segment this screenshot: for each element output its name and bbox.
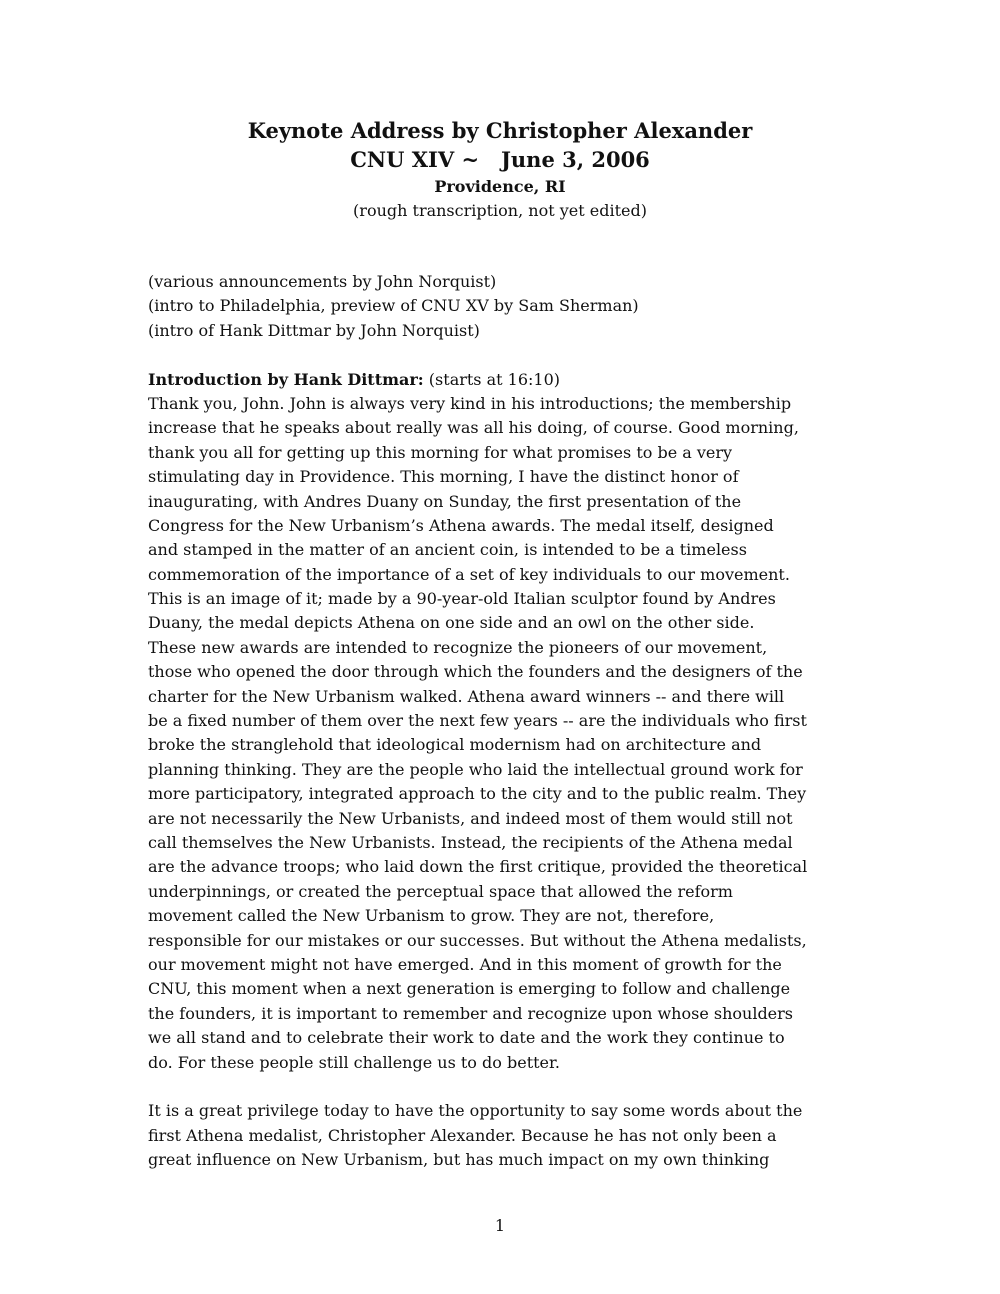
paragraph-line: our movement might not have emerged. And in this moment of growth for the xyxy=(148,954,782,974)
paragraph-line: planning thinking. They are the people who laid the intellectual ground work for xyxy=(148,759,803,779)
paragraph-line: Congress for the New Urbanism’s Athena awards. The medal itself, designed xyxy=(148,515,774,535)
paragraph-line: and stamped in the matter of an ancient coin, is intended to be a timeless xyxy=(148,540,747,560)
paragraph-line: are not necessarily the New Urbanists, and indeed most of them would still not xyxy=(148,808,793,828)
closing-paragraph xyxy=(148,1099,858,1172)
paragraph-line: underpinnings, or created the perceptual space that allowed the reform xyxy=(148,881,733,901)
transcription-note: (rough transcription, not yet edited) xyxy=(353,201,647,220)
paragraph-line: broke the stranglehold that ideological modernism had on architecture and xyxy=(148,735,762,755)
paragraph-line: thank you all for getting up this morning for what promises to be a very xyxy=(148,442,733,462)
paragraph-line: stimulating day in Providence. This morning, I have the distinct honor of xyxy=(148,467,739,487)
paragraph-line: It is a great privilege today to have the opportunity to say some words about the xyxy=(148,1101,803,1121)
paragraph-line: These new awards are intended to recognize the pioneers of our movement, xyxy=(148,637,768,657)
paragraph-line: great influence on New Urbanism, but has much impact on my own thinking xyxy=(148,1150,770,1170)
paragraph-line: those who opened the door through which the founders and the designers of the xyxy=(148,662,803,682)
announcement-line: (intro of Hank Dittmar by John Norquist) xyxy=(148,320,480,340)
paragraph-line: be a fixed number of them over the next few years -- are the individuals who first xyxy=(148,711,807,731)
page-number: 1 xyxy=(494,1216,506,1235)
paragraph-line: responsible for our mistakes or our successes. But without the Athena medalists, xyxy=(148,930,807,950)
announcement-line: (intro to Philadelphia, preview of CNU XV by Sam Sherman) xyxy=(148,296,639,316)
paragraph-spacer xyxy=(148,343,858,367)
paragraph-line: charter for the New Urbanism walked. Athena award winners -- and there will xyxy=(148,686,785,706)
paragraph-line: call themselves the New Urbanists. Instead, the recipients of the Athena medal xyxy=(148,832,793,852)
paragraph-line: This is an image of it; made by a 90-year-old Italian sculptor found by Andres xyxy=(148,589,776,609)
introduction-heading: Introduction by Hank Dittmar: xyxy=(148,369,424,389)
paragraph-line: inaugurating, with Andres Duany on Sunday, the first presentation of the xyxy=(148,491,742,511)
introduction-start-time: (starts at 16:10) xyxy=(423,369,561,389)
paragraph-line: more participatory, integrated approach to the city and to the public realm. They xyxy=(148,784,807,804)
paragraph-line: we all stand and to celebrate their work to date and the work they continue to xyxy=(148,1028,785,1048)
introduction-section xyxy=(148,368,858,1075)
paragraph-line: movement called the New Urbanism to grow. They are not, therefore, xyxy=(148,906,715,926)
paragraph-line: commemoration of the importance of a set of key individuals to our movement. xyxy=(148,564,790,584)
document-title: Keynote Address by Christopher Alexander xyxy=(247,118,753,143)
paragraph-line: the founders, it is important to remember and recognize upon whose shoulders xyxy=(148,1003,794,1023)
paragraph-line: do. For these people still challenge us to do better. xyxy=(148,1052,560,1072)
document-header xyxy=(0,116,1000,223)
document-body xyxy=(148,270,858,1172)
introduction-heading-line xyxy=(148,368,858,392)
paragraph-line: CNU, this moment when a next generation is emerging to follow and challenge xyxy=(148,979,791,999)
event-location: Providence, RI xyxy=(434,177,566,196)
announcement-line: (various announcements by John Norquist) xyxy=(148,272,497,291)
event-date-line: CNU XIV ~ June 3, 2006 xyxy=(350,147,650,172)
paragraph-line: first Athena medalist, Christopher Alexander. Because he has not only been a xyxy=(148,1125,777,1145)
paragraph-line: Thank you, John. John is always very kind in his introductions; the membership xyxy=(148,393,792,413)
announcements-block xyxy=(148,270,858,343)
paragraph-line: are the advance troops; who laid down the first critique, provided the theoretical xyxy=(148,857,808,877)
paragraph-spacer xyxy=(148,1075,858,1099)
paragraph-line: Duany, the medal depicts Athena on one side and an owl on the other side. xyxy=(148,613,755,633)
paragraph-line: increase that he speaks about really was all his doing, of course. Good morning, xyxy=(148,418,799,438)
